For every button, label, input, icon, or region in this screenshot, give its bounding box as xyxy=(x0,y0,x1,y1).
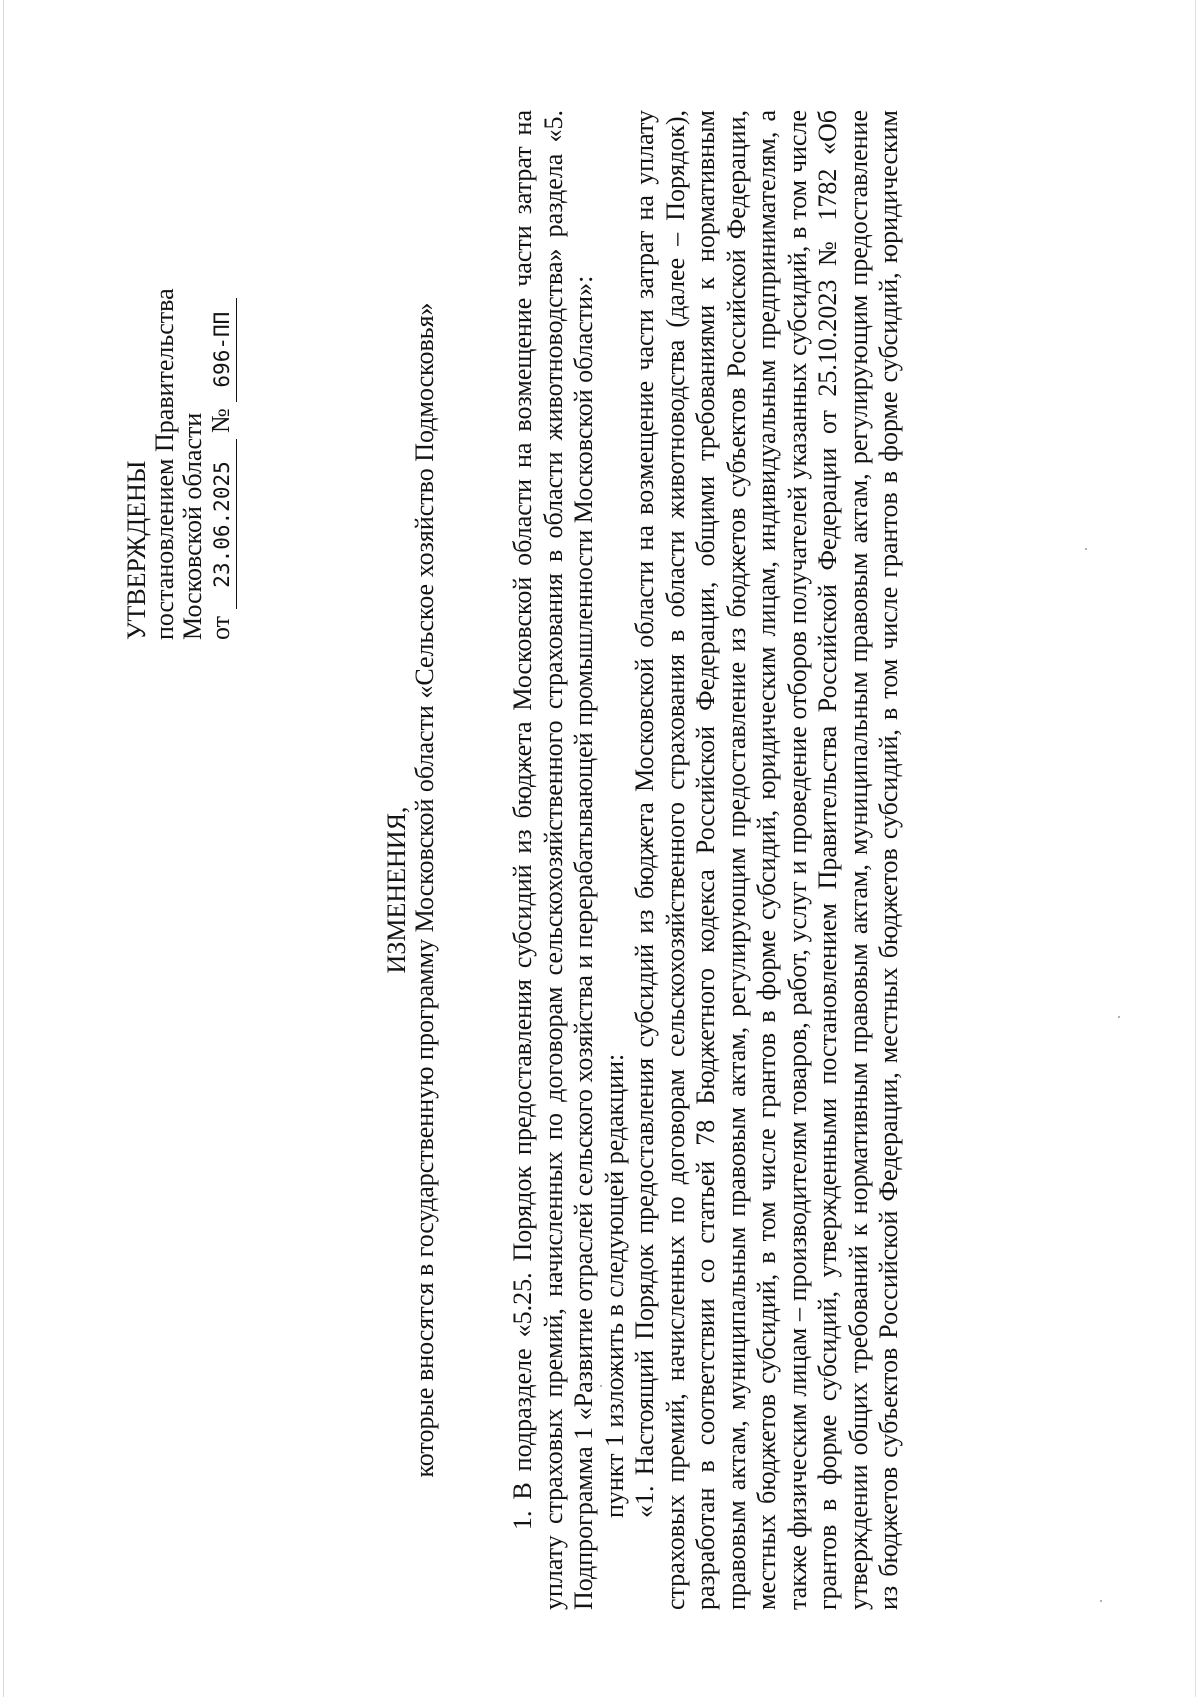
approval-number: 696-ПП xyxy=(208,298,237,402)
approval-line-2: Московской области xyxy=(178,412,207,640)
paragraph-3: «1. Настоящий Порядок предоставления субсидий из бюджета Московской области на возмещение части затрат на уплату страховых премий, начисленных по договорам сельскохозяйственного страхования в области животноводства (далее – Порядок), разработан в соответствии со статьей 78 Бюджетного кодекса Российской Федерации, общими требованиями к нормативным правовым актам, муниципальным правовым актам, регулирующим предоставление из бюджетов субъектов Российской Федерации, местных бюджетов субсидий, в том числе грантов в форме субсидий, юридическим лицам, индивидуальным предпринимателям, а также физическим лицам – производителям товаров, работ, услуг и проведение отборов получателей указанных субсидий, в том числе грантов в форме субсидий, утвержденными постановлением Правительства Российской Федерации от 25.10.2023 № 1782 «Об утверждении общих требований к нормативным правовым актам, муниципальным правовым актам, регулирующим предоставление из бюджетов субъектов Российской Федерации, местных бюджетов субсидий, в том числе грантов в форме субсидий, юридическим xyxy=(630,110,903,1610)
document-subtitle: которые вносятся в государственную программу Московской области «Сельское хозяйство Подмосковья» xyxy=(410,302,439,1478)
scan-left-edge xyxy=(3,0,4,1697)
rotated-document-page xyxy=(98,40,1148,1640)
approval-date-line xyxy=(207,100,237,640)
document-title: ИЗМЕНЕНИЯ, xyxy=(382,806,411,974)
approval-heading: УТВЕРЖДЕНЫ xyxy=(122,460,151,640)
paragraph-1: 1. В подразделе «5.25. Порядок предоставления субсидий из бюджета Московской области на возмещение части затрат на уплату страховых премий, начисленных по договорам сельскохозяйственного страхования в области животноводства» раздела «5. Подпрограмма 1 «Развитие отраслей сельского хозяйства и перерабатывающей промышленности Московской области»: xyxy=(508,110,598,1610)
approval-block xyxy=(123,100,237,640)
scan-right-edge xyxy=(1195,0,1196,1697)
number-label: № xyxy=(206,408,235,433)
from-label: от xyxy=(206,615,235,640)
document-body xyxy=(508,110,905,1610)
approval-date: 23.06.2025 xyxy=(208,439,237,609)
approval-line-1: постановлением Правительства xyxy=(150,288,179,640)
paragraph-2: пункт 1 изложить в следующей редакции: xyxy=(599,1053,629,1518)
